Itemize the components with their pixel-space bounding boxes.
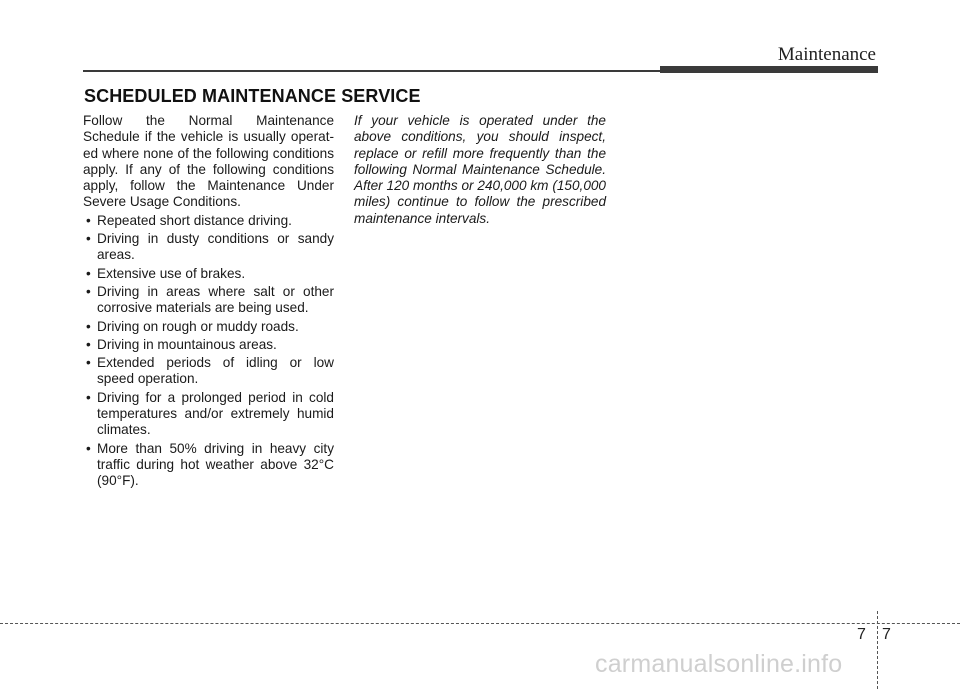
- maintenance-note: If your vehicle is operated under the above conditions, you should inspect, replace or refill more frequently than the following Normal Maintenance Schedule. After 120 months or 240,000 km (150,000 miles) continue to follow the prescribed maintenance intervals.: [354, 113, 606, 226]
- page-number: 7: [882, 626, 891, 643]
- list-item: • Extensive use of brakes.: [86, 265, 246, 281]
- bullet-icon: •: [86, 336, 91, 352]
- footer-dashed-divider: [877, 611, 878, 689]
- list-item: • Driving in dusty conditions or sandy areas.: [86, 231, 334, 263]
- left-column: [83, 113, 334, 490]
- list-item: • Repeated short distance driving.: [86, 212, 292, 228]
- bullet-icon: •: [86, 283, 91, 299]
- list-item: • Extended periods of idling or low speed operation.: [86, 355, 334, 387]
- list-item: • Driving in mountainous areas.: [86, 336, 277, 352]
- header-rule-thin: [83, 70, 660, 72]
- bullet-icon: •: [86, 389, 91, 405]
- bullet-icon: •: [86, 212, 91, 228]
- bullet-icon: •: [86, 265, 91, 281]
- bullet-icon: •: [86, 231, 91, 247]
- watermark: carmanualsonline.info: [595, 650, 843, 678]
- list-item: • More than 50% driving in heavy city traffic during hot weather above 32°C (90°F).: [86, 440, 334, 489]
- bullet-icon: •: [86, 318, 91, 334]
- header-rule-thick: [660, 66, 878, 73]
- bullet-icon: •: [86, 440, 91, 456]
- intro-paragraph: Follow the Normal Maintenance Schedule if the vehicle is usually operat-ed where none of the following conditions apply. If any of the following conditions apply, follow the Maintenance Under Severe Usage Conditions.: [83, 113, 334, 210]
- right-column: [354, 113, 606, 227]
- list-item: • Driving for a prolonged period in cold temperatures and/or extremely humid climates.: [86, 389, 334, 438]
- list-item: • Driving in areas where salt or other corrosive materials are being used.: [86, 283, 334, 316]
- chapter-number: 7: [857, 626, 866, 643]
- bullet-icon: •: [86, 355, 91, 371]
- page-heading: SCHEDULED MAINTENANCE SERVICE: [84, 86, 421, 106]
- severe-conditions-list: [83, 213, 334, 490]
- section-label: Maintenance: [777, 44, 876, 65]
- footer-dashed-rule: [0, 623, 960, 624]
- list-item: • Driving on rough or muddy roads.: [86, 318, 299, 334]
